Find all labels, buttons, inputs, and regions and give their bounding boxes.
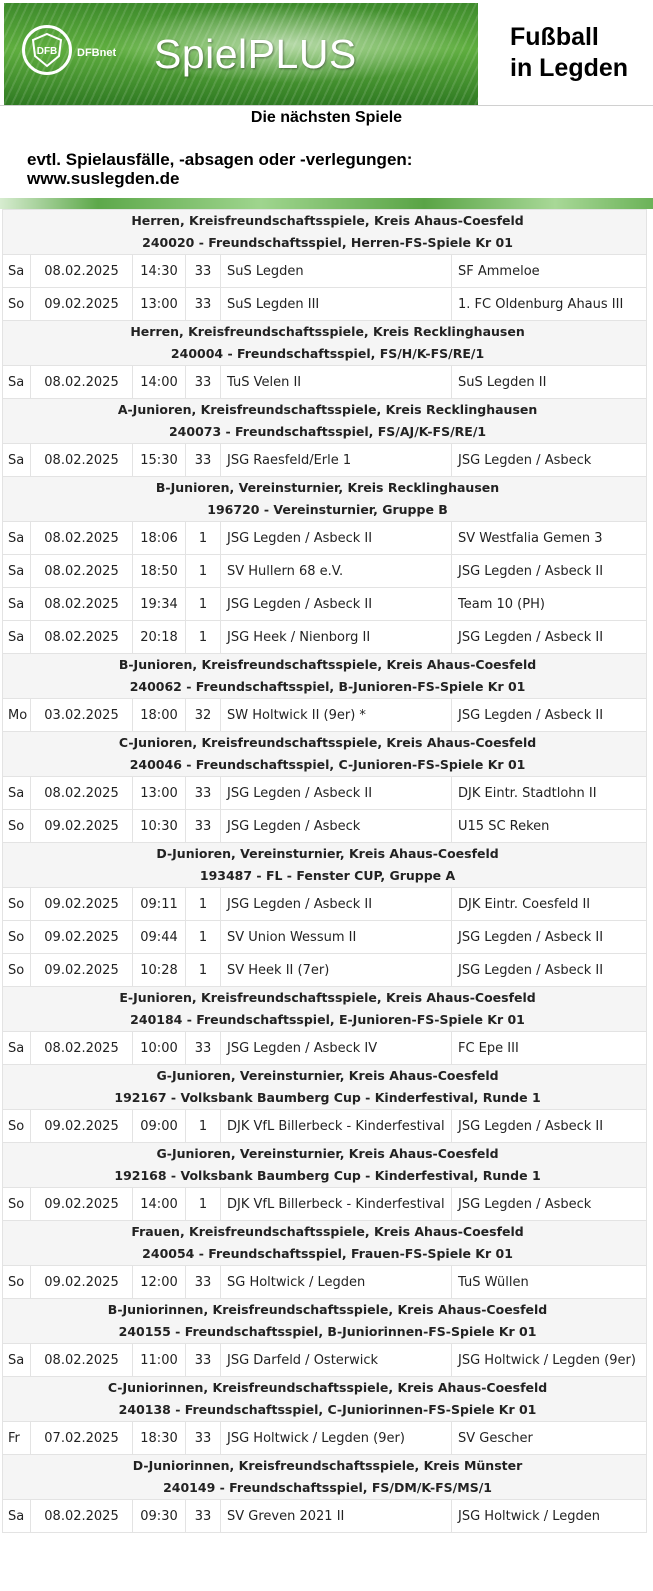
game-day: So [3, 1110, 31, 1143]
group-header-cell [3, 732, 647, 777]
game-day: Sa [3, 522, 31, 555]
group-header-cell [3, 477, 647, 522]
game-number: 33 [186, 288, 221, 321]
game-number: 1 [186, 1110, 221, 1143]
table-row [3, 1032, 647, 1065]
home-team: JSG Raesfeld/Erle 1 [221, 444, 452, 477]
game-day: Sa [3, 366, 31, 399]
game-time: 09:11 [133, 888, 186, 921]
home-team: JSG Legden / Asbeck II [221, 522, 452, 555]
notice-link[interactable]: www.suslegden.de [27, 169, 180, 188]
group-header [3, 1299, 647, 1344]
home-team: SV Hullern 68 e.V. [221, 555, 452, 588]
game-number: 32 [186, 699, 221, 732]
game-day: Sa [3, 255, 31, 288]
group-subtitle: 240073 - Freundschaftsspiel, FS/AJ/K-FS/RE/1 [168, 424, 487, 439]
game-date: 07.02.2025 [31, 1422, 133, 1455]
game-date: 09.02.2025 [31, 1188, 133, 1221]
game-time: 18:06 [133, 522, 186, 555]
group-subtitle: 240046 - Freundschaftsspiel, C-Junioren-FS-Spiele Kr 01 [129, 757, 526, 772]
away-team: DJK Eintr. Stadtlohn II [452, 777, 647, 810]
game-number: 33 [186, 1344, 221, 1377]
game-number: 33 [186, 810, 221, 843]
game-number: 1 [186, 1188, 221, 1221]
group-header-cell [3, 1455, 647, 1500]
game-number: 33 [186, 444, 221, 477]
dfb-logo-icon [22, 25, 72, 75]
group-subtitle: 193487 - FL - Fenster CUP, Gruppe A [199, 868, 456, 883]
home-team: SV Heek II (7er) [221, 954, 452, 987]
group-title: C-Juniorinnen, Kreisfreundschaftsspiele, Kreis Ahaus-Coesfeld [107, 1380, 548, 1395]
page-title: Die nächsten Spiele [0, 105, 653, 134]
group-header [3, 477, 647, 522]
app-title: SpielPLUS [154, 31, 357, 77]
away-team: JSG Legden / Asbeck II [452, 555, 647, 588]
home-team: DJK VfL Billerbeck - Kinderfestival [221, 1188, 452, 1221]
away-team: SV Westfalia Gemen 3 [452, 522, 647, 555]
group-title: G-Junioren, Vereinsturnier, Kreis Ahaus-Coesfeld [156, 1068, 499, 1083]
home-team: DJK VfL Billerbeck - Kinderfestival [221, 1110, 452, 1143]
table-row [3, 1344, 647, 1377]
game-number: 33 [186, 1422, 221, 1455]
group-title: E-Junioren, Kreisfreundschaftsspiele, Kreis Ahaus-Coesfeld [119, 990, 536, 1005]
group-subtitle: 192167 - Volksbank Baumberg Cup - Kinderfestival, Runde 1 [114, 1090, 541, 1105]
game-date: 08.02.2025 [31, 255, 133, 288]
table-row [3, 1500, 647, 1533]
away-team: DJK Eintr. Coesfeld II [452, 888, 647, 921]
group-title: G-Junioren, Vereinsturnier, Kreis Ahaus-Coesfeld [156, 1146, 499, 1161]
game-time: 11:00 [133, 1344, 186, 1377]
table-row [3, 1422, 647, 1455]
game-day: Sa [3, 444, 31, 477]
home-team: JSG Legden / Asbeck II [221, 888, 452, 921]
game-number: 33 [186, 1500, 221, 1533]
table-row [3, 522, 647, 555]
game-time: 10:28 [133, 954, 186, 987]
game-number: 33 [186, 366, 221, 399]
game-number: 1 [186, 954, 221, 987]
group-header-cell [3, 399, 647, 444]
games-table-body [3, 210, 647, 1533]
game-date: 08.02.2025 [31, 777, 133, 810]
game-time: 09:00 [133, 1110, 186, 1143]
home-team: SV Greven 2021 II [221, 1500, 452, 1533]
game-day: Sa [3, 1344, 31, 1377]
group-header [3, 732, 647, 777]
game-date: 08.02.2025 [31, 555, 133, 588]
home-team: JSG Legden / Asbeck [221, 810, 452, 843]
game-time: 13:00 [133, 288, 186, 321]
group-title: B-Juniorinnen, Kreisfreundschaftsspiele, Kreis Ahaus-Coesfeld [107, 1302, 548, 1317]
game-date: 09.02.2025 [31, 1266, 133, 1299]
game-time: 14:00 [133, 1188, 186, 1221]
header [0, 0, 653, 105]
game-number: 1 [186, 888, 221, 921]
away-team: U15 SC Reken [452, 810, 647, 843]
away-team: JSG Legden / Asbeck [452, 1188, 647, 1221]
game-time: 10:30 [133, 810, 186, 843]
group-header-cell [3, 1377, 647, 1422]
game-time: 20:18 [133, 621, 186, 654]
game-day: So [3, 954, 31, 987]
club-line-2: in Legden [510, 54, 629, 82]
spielplus-banner [4, 3, 478, 105]
away-team: JSG Legden / Asbeck II [452, 699, 647, 732]
group-title: B-Junioren, Vereinsturnier, Kreis Recklinghausen [155, 480, 500, 495]
game-day: Mo [3, 699, 31, 732]
game-time: 18:00 [133, 699, 186, 732]
game-time: 10:00 [133, 1032, 186, 1065]
home-team: SG Holtwick / Legden [221, 1266, 452, 1299]
home-team: JSG Holtwick / Legden (9er) [221, 1422, 452, 1455]
home-team: SuS Legden [221, 255, 452, 288]
game-date: 08.02.2025 [31, 444, 133, 477]
game-time: 13:00 [133, 777, 186, 810]
group-title: D-Junioren, Vereinsturnier, Kreis Ahaus-Coesfeld [156, 846, 499, 861]
table-row [3, 810, 647, 843]
group-subtitle: 240149 - Freundschaftsspiel, FS/DM/K-FS/MS/1 [163, 1480, 492, 1495]
away-team: Team 10 (PH) [452, 588, 647, 621]
game-day: Fr [3, 1422, 31, 1455]
game-date: 03.02.2025 [31, 699, 133, 732]
grass-divider [0, 198, 653, 209]
group-subtitle: 240062 - Freundschaftsspiel, B-Junioren-FS-Spiele Kr 01 [129, 679, 526, 694]
game-date: 09.02.2025 [31, 1110, 133, 1143]
game-date: 09.02.2025 [31, 810, 133, 843]
game-time: 15:30 [133, 444, 186, 477]
group-header-cell [3, 1143, 647, 1188]
group-header [3, 321, 647, 366]
away-team: JSG Legden / Asbeck II [452, 921, 647, 954]
game-day: So [3, 1188, 31, 1221]
game-number: 33 [186, 1266, 221, 1299]
notice [0, 134, 653, 198]
game-day: So [3, 921, 31, 954]
away-team: FC Epe III [452, 1032, 647, 1065]
home-team: TuS Velen II [221, 366, 452, 399]
game-time: 09:44 [133, 921, 186, 954]
game-date: 08.02.2025 [31, 522, 133, 555]
group-header-cell [3, 843, 647, 888]
group-header [3, 843, 647, 888]
group-header-cell [3, 210, 647, 255]
away-team: TuS Wüllen [452, 1266, 647, 1299]
away-team: SuS Legden II [452, 366, 647, 399]
group-title: Herren, Kreisfreundschaftsspiele, Kreis Ahaus-Coesfeld [131, 213, 524, 228]
game-day: Sa [3, 555, 31, 588]
home-team: SuS Legden III [221, 288, 452, 321]
home-team: JSG Heek / Nienborg II [221, 621, 452, 654]
away-team: JSG Legden / Asbeck [452, 444, 647, 477]
game-day: So [3, 288, 31, 321]
game-date: 09.02.2025 [31, 954, 133, 987]
group-title: C-Junioren, Kreisfreundschaftsspiele, Kreis Ahaus-Coesfeld [118, 735, 537, 750]
group-header [3, 987, 647, 1032]
game-day: Sa [3, 621, 31, 654]
home-team: JSG Legden / Asbeck II [221, 777, 452, 810]
table-row [3, 954, 647, 987]
group-title: Frauen, Kreisfreundschaftsspiele, Kreis Ahaus-Coesfeld [131, 1224, 524, 1239]
table-row [3, 921, 647, 954]
home-team: JSG Darfeld / Osterwick [221, 1344, 452, 1377]
home-team: JSG Legden / Asbeck IV [221, 1032, 452, 1065]
game-day: So [3, 888, 31, 921]
game-number: 33 [186, 777, 221, 810]
game-number: 33 [186, 1032, 221, 1065]
table-row [3, 288, 647, 321]
group-header [3, 654, 647, 699]
group-header [3, 1143, 647, 1188]
table-row [3, 588, 647, 621]
game-date: 09.02.2025 [31, 921, 133, 954]
game-number: 1 [186, 621, 221, 654]
group-subtitle: 240184 - Freundschaftsspiel, E-Junioren-FS-Spiele Kr 01 [130, 1012, 525, 1027]
away-team: SV Gescher [452, 1422, 647, 1455]
game-date: 08.02.2025 [31, 1500, 133, 1533]
table-row [3, 621, 647, 654]
group-header [3, 399, 647, 444]
game-date: 08.02.2025 [31, 1344, 133, 1377]
group-header [3, 210, 647, 255]
group-header [3, 1377, 647, 1422]
group-header [3, 1065, 647, 1110]
game-number: 1 [186, 522, 221, 555]
group-subtitle: 240004 - Freundschaftsspiel, FS/H/K-FS/RE/1 [170, 346, 485, 361]
away-team: 1. FC Oldenburg Ahaus III [452, 288, 647, 321]
group-subtitle: 196720 - Vereinsturnier, Gruppe B [207, 502, 448, 517]
game-date: 08.02.2025 [31, 588, 133, 621]
group-header [3, 1221, 647, 1266]
group-title: D-Juniorinnen, Kreisfreundschaftsspiele, Kreis Münster [132, 1458, 523, 1473]
game-day: Sa [3, 1032, 31, 1065]
home-team: SW Holtwick II (9er) * [221, 699, 452, 732]
home-team: SV Union Wessum II [221, 921, 452, 954]
group-subtitle: 192168 - Volksbank Baumberg Cup - Kinderfestival, Runde 1 [114, 1168, 541, 1183]
table-row [3, 777, 647, 810]
table-row [3, 699, 647, 732]
table-row [3, 888, 647, 921]
group-header-cell [3, 654, 647, 699]
game-time: 12:00 [133, 1266, 186, 1299]
group-subtitle: 240020 - Freundschaftsspiel, Herren-FS-Spiele Kr 01 [142, 235, 513, 250]
away-team: JSG Legden / Asbeck II [452, 621, 647, 654]
table-row [3, 1188, 647, 1221]
game-time: 18:50 [133, 555, 186, 588]
table-row [3, 555, 647, 588]
game-number: 1 [186, 555, 221, 588]
game-date: 08.02.2025 [31, 621, 133, 654]
table-row [3, 444, 647, 477]
group-title: B-Junioren, Kreisfreundschaftsspiele, Kreis Ahaus-Coesfeld [118, 657, 537, 672]
game-number: 1 [186, 921, 221, 954]
table-row [3, 1110, 647, 1143]
dfbnet-label: DFBnet [77, 47, 117, 59]
logo-text: DFB [36, 46, 58, 57]
home-team: JSG Legden / Asbeck II [221, 588, 452, 621]
game-date: 09.02.2025 [31, 288, 133, 321]
group-subtitle: 240155 - Freundschaftsspiel, B-Juniorinnen-FS-Spiele Kr 01 [118, 1324, 537, 1339]
away-team: JSG Holtwick / Legden (9er) [452, 1344, 647, 1377]
game-date: 08.02.2025 [31, 1032, 133, 1065]
group-title: A-Junioren, Kreisfreundschaftsspiele, Kreis Recklinghausen [117, 402, 538, 417]
game-time: 19:34 [133, 588, 186, 621]
game-date: 08.02.2025 [31, 366, 133, 399]
game-time: 09:30 [133, 1500, 186, 1533]
notice-text: evtl. Spielausfälle, -absagen oder -verlegungen: [27, 150, 413, 169]
group-header [3, 1455, 647, 1500]
group-subtitle: 240138 - Freundschaftsspiel, C-Juniorinnen-FS-Spiele Kr 01 [118, 1402, 537, 1417]
group-header-cell [3, 987, 647, 1032]
game-time: 18:30 [133, 1422, 186, 1455]
game-day: Sa [3, 777, 31, 810]
game-day: Sa [3, 588, 31, 621]
game-number: 1 [186, 588, 221, 621]
away-team: JSG Legden / Asbeck II [452, 954, 647, 987]
game-time: 14:30 [133, 255, 186, 288]
group-header-cell [3, 1299, 647, 1344]
group-header-cell [3, 1065, 647, 1110]
club-title [478, 3, 653, 103]
away-team: JSG Legden / Asbeck II [452, 1110, 647, 1143]
game-day: So [3, 1266, 31, 1299]
table-row [3, 255, 647, 288]
game-number: 33 [186, 255, 221, 288]
game-day: Sa [3, 1500, 31, 1533]
game-date: 09.02.2025 [31, 888, 133, 921]
group-header-cell [3, 1221, 647, 1266]
group-title: Herren, Kreisfreundschaftsspiele, Kreis Recklinghausen [130, 324, 525, 339]
group-subtitle: 240054 - Freundschaftsspiel, Frauen-FS-Spiele Kr 01 [142, 1246, 513, 1261]
table-row [3, 366, 647, 399]
table-row [3, 1266, 647, 1299]
group-header-cell [3, 321, 647, 366]
game-time: 14:00 [133, 366, 186, 399]
club-line-1: Fußball [510, 23, 599, 51]
game-day: So [3, 810, 31, 843]
away-team: SF Ammeloe [452, 255, 647, 288]
games-table [2, 209, 647, 1533]
away-team: JSG Holtwick / Legden [452, 1500, 647, 1533]
